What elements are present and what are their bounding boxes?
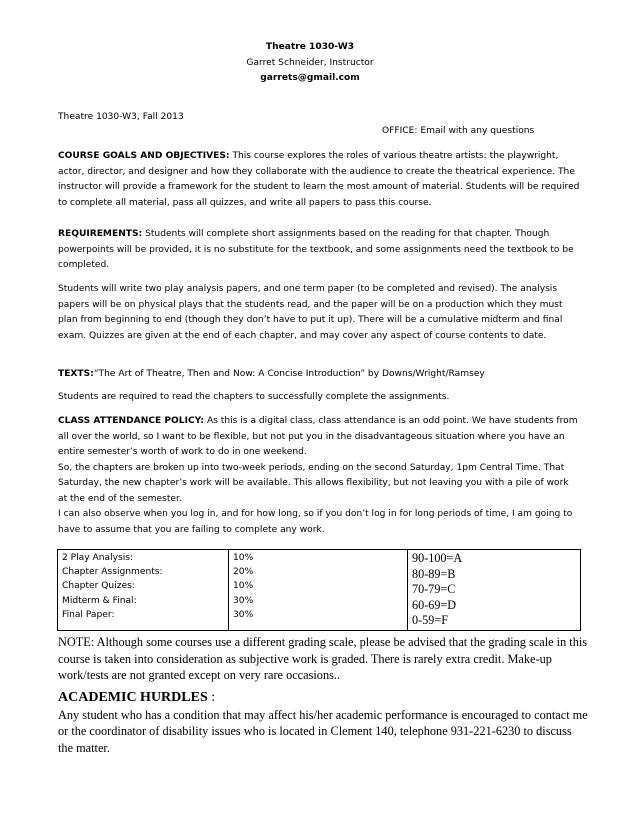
- grading-weight: 30%: [233, 595, 254, 606]
- grade-scale-entry: 0-59=F: [412, 613, 448, 628]
- reading-paragraph: Students are required to read the chapters to successfully complete the assignments.: [58, 392, 450, 402]
- papers-paragraph: Students will write two play analysis papers, and one term paper (to be completed and revised). The analysis papers will be on physical plays that the students read, and the paper will be on a production which they must plan from beginning to end (though they don’t have to put it up). There will be a cumulative midterm and final exam. Quizzes are given at the end of each chapter, and may cover any aspect of course contents to date.: [58, 284, 563, 341]
- grading-item: Midterm & Final:: [62, 595, 137, 606]
- grading-item: 2 Play Analysis:: [62, 553, 134, 563]
- texts-text: “The Art of Theatre, Then and Now: A Concise Introduction” by Downs/Wright/Ramsey: [93, 369, 485, 379]
- instructor-email: garrets@gmail.com: [260, 73, 360, 84]
- grading-weight: 10%: [233, 581, 254, 592]
- attendance-policy: [58, 414, 580, 538]
- attendance-text: As this is a digital class, class attendance is an odd point. We have students from all over the world, so I want to be flexible, but not put you in the disadvantageous situation where you have an entire semester’s worth of work to do in one weekend.: [58, 416, 578, 457]
- course-term: Theatre 1030-W3, Fall 2013: [58, 112, 184, 122]
- grading-item: Final Paper:: [62, 609, 115, 620]
- grading-scale-cell: [408, 550, 581, 631]
- grading-item: Chapter Quizes:: [62, 581, 135, 592]
- grading-weight: 30%: [233, 609, 254, 620]
- academic-hurdles-heading: [58, 689, 215, 707]
- attendance-line-3: I can also observe when you log in, and for how long, so if you don’t log in for long periods of time, I am going to have to assume that you are failing to complete any work.: [58, 509, 573, 535]
- requirements-label: REQUIREMENTS:: [58, 229, 143, 239]
- course-goals-text: This course explores the roles of various theatre artists: the playwright, actor, director, and designer and how they collaborate with the audience to create the theatrical experience. The instructor will provide a framework for the student to learn the most amount of material. Students will be required to complete all material, pass all quizzes, and write all papers to pass this course.: [58, 151, 580, 208]
- instructor-name: Garret Schneider, Instructor: [246, 57, 374, 68]
- academic-hurdles-colon: :: [207, 690, 216, 705]
- grading-item: Chapter Assignments:: [62, 567, 163, 578]
- attendance-line-2: So, the chapters are broken up into two-week periods, ending on the second Saturday, 1pm Central Time. That Saturday, the new chapter’s work will be available. This allows flexibility, but not leaving you with a pile of work at the end of the semester.: [58, 462, 569, 504]
- grade-scale-entry: 60-69=D: [412, 597, 457, 612]
- grading-weight: 20%: [233, 567, 254, 578]
- attendance-label: CLASS ATTENDANCE POLICY:: [58, 416, 205, 426]
- requirements: [58, 227, 580, 274]
- grade-scale-entry: 70-79=C: [412, 582, 456, 597]
- table-row: [58, 550, 581, 631]
- course-goals-label: COURSE GOALS AND OBJECTIVES:: [58, 151, 230, 161]
- course-goals: [58, 149, 580, 211]
- grade-scale-entry: 90-100=A: [412, 551, 463, 565]
- academic-hurdles-text: Any student who has a condition that may affect his/her academic performance is encouraged to contact me or the coordinator of disability issues who is located in Clement 140, telephone 931-221-6230 to discuss the matter.: [58, 708, 588, 755]
- grading-table: [57, 549, 581, 631]
- grading-weights-cell: [229, 550, 408, 631]
- document-header: [0, 40, 620, 87]
- office-info: OFFICE: Email with any questions: [382, 126, 535, 136]
- texts-label: TEXTS:: [58, 369, 94, 379]
- academic-hurdles-title: ACADEMIC HURDLES: [58, 690, 208, 705]
- attendance-line-1: [58, 414, 580, 461]
- grade-scale-entry: 80-89=B: [412, 566, 456, 581]
- course-title: Theatre 1030-W3: [265, 42, 355, 52]
- grading-note: NOTE: Although some courses use a different grading scale, please be advised that the grading scale in this course is taken into consideration as subjective work is graded. There is rarely extra credit. Make-up work/tests are not granted except on very rare occasions..: [58, 635, 588, 683]
- grading-weight: 10%: [233, 553, 254, 563]
- grading-items-cell: [58, 550, 229, 631]
- texts: [58, 367, 580, 383]
- requirements-text: Students will complete short assignments based on the reading for that chapter. Though powerpoints will be provided, it is no substitute for the textbook, and some assignments need the textbook to be completed.: [58, 229, 574, 270]
